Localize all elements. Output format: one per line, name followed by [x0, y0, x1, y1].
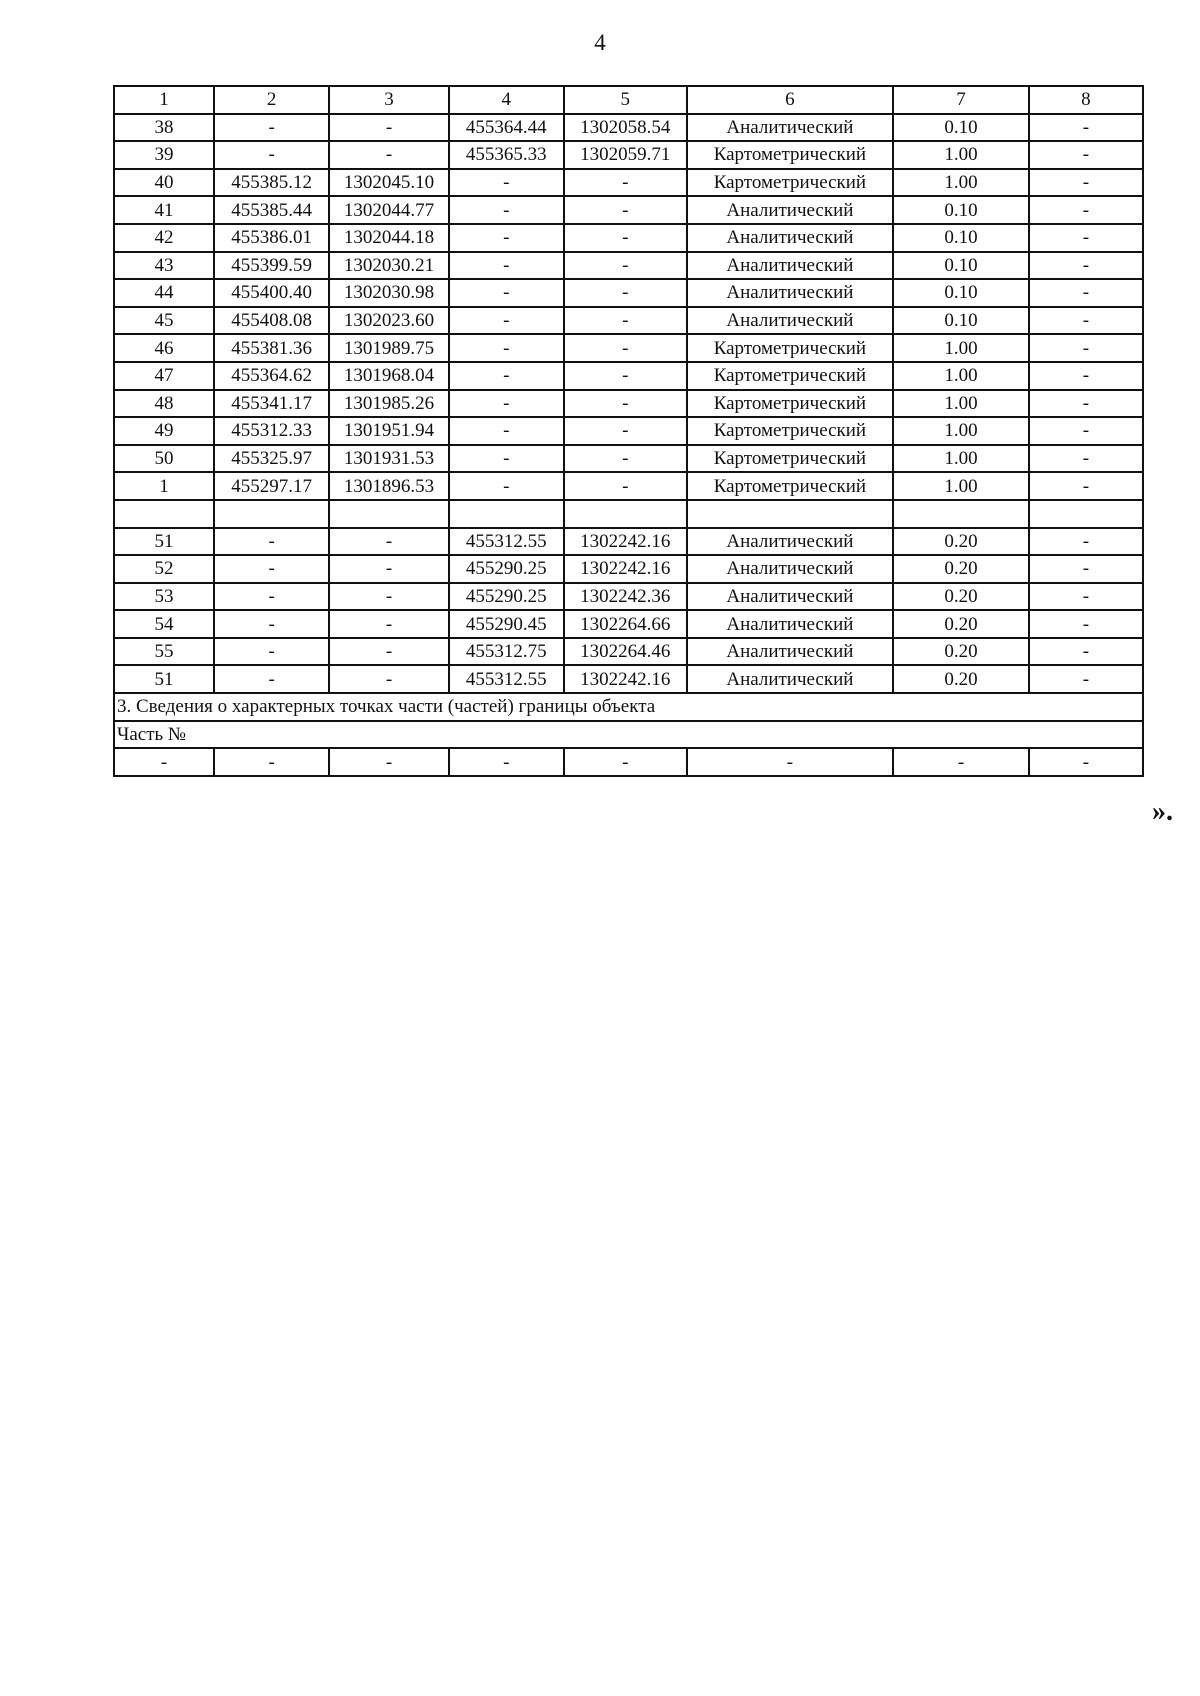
table-cell: - [564, 196, 687, 224]
table-cell: 0.20 [893, 528, 1029, 556]
table-cell: - [214, 114, 329, 142]
table-cell: 5 [564, 86, 687, 114]
table-cell: 1302023.60 [329, 307, 448, 335]
table-cell: Аналитический [687, 196, 894, 224]
table-cell: - [214, 583, 329, 611]
table-row [114, 307, 1143, 335]
table-cell: 0.10 [893, 114, 1029, 142]
table-cell [214, 500, 329, 528]
table-cell [687, 500, 894, 528]
table-cell [893, 500, 1029, 528]
table-cell: 455408.08 [214, 307, 329, 335]
table-cell: 38 [114, 114, 214, 142]
table-cell: - [1029, 390, 1143, 418]
section-title: 3. Сведения о характерных точках части (частей) границы объекта [114, 693, 1143, 721]
table-cell: 0.20 [893, 555, 1029, 583]
table-cell: 1301896.53 [329, 472, 448, 500]
table-cell: 1.00 [893, 445, 1029, 473]
table-cell: - [329, 638, 448, 666]
table-row [114, 555, 1143, 583]
table-cell: 455312.55 [449, 665, 564, 693]
table-cell: 1301985.26 [329, 390, 448, 418]
table-cell: - [564, 334, 687, 362]
table-cell: Картометрический [687, 141, 894, 169]
table-cell: - [564, 307, 687, 335]
table-cell: 45 [114, 307, 214, 335]
table-cell: - [449, 362, 564, 390]
table-cell: Аналитический [687, 583, 894, 611]
table-cell: 1302264.46 [564, 638, 687, 666]
table-cell: - [1029, 169, 1143, 197]
table-cell: Картометрический [687, 417, 894, 445]
table-cell: - [449, 472, 564, 500]
table-cell: 47 [114, 362, 214, 390]
table-cell: 2 [214, 86, 329, 114]
table-row [114, 390, 1143, 418]
table-cell: 1302030.21 [329, 252, 448, 280]
table-cell: 1.00 [893, 390, 1029, 418]
table-cell: 1.00 [893, 417, 1029, 445]
table-cell: Аналитический [687, 528, 894, 556]
table-cell: Аналитический [687, 279, 894, 307]
table-cell: - [449, 224, 564, 252]
table-cell: 1302242.36 [564, 583, 687, 611]
table-cell: 455365.33 [449, 141, 564, 169]
table-row [114, 528, 1143, 556]
table-cell: - [1029, 279, 1143, 307]
table-cell: - [329, 665, 448, 693]
table-cell: 1302264.66 [564, 610, 687, 638]
table-cell: 0.10 [893, 224, 1029, 252]
table-cell: 0.20 [893, 610, 1029, 638]
table-cell: Аналитический [687, 307, 894, 335]
table-cell: 1302242.16 [564, 555, 687, 583]
table-cell: - [449, 252, 564, 280]
table-cell: - [214, 748, 329, 776]
table-cell: 0.20 [893, 583, 1029, 611]
table-cell: - [449, 445, 564, 473]
table-cell: - [1029, 252, 1143, 280]
table-cell: - [564, 748, 687, 776]
table-cell: - [214, 665, 329, 693]
table-row [114, 472, 1143, 500]
table-cell: 42 [114, 224, 214, 252]
table-cell: - [1029, 665, 1143, 693]
table-cell: - [1029, 417, 1143, 445]
table-cell: 55 [114, 638, 214, 666]
table-cell: - [564, 224, 687, 252]
table-cell: 1.00 [893, 362, 1029, 390]
table-cell: 1.00 [893, 334, 1029, 362]
table-cell: - [1029, 307, 1143, 335]
table-cell: - [214, 638, 329, 666]
table-cell: - [449, 169, 564, 197]
table-cell: - [1029, 362, 1143, 390]
table-row [114, 334, 1143, 362]
table-cell: - [564, 472, 687, 500]
table-cell: 40 [114, 169, 214, 197]
table-cell: 48 [114, 390, 214, 418]
table-cell: 8 [1029, 86, 1143, 114]
table-cell: - [449, 307, 564, 335]
table-cell: Картометрический [687, 445, 894, 473]
table-cell: - [329, 748, 448, 776]
table-cell: - [1029, 555, 1143, 583]
table-cell: - [329, 114, 448, 142]
table-row [114, 748, 1143, 776]
table-cell: 0.10 [893, 279, 1029, 307]
table-cell: 49 [114, 417, 214, 445]
table-cell: Картометрический [687, 390, 894, 418]
table-cell: 41 [114, 196, 214, 224]
table-row [114, 500, 1143, 528]
table-cell: - [449, 390, 564, 418]
table-cell: 0.10 [893, 252, 1029, 280]
table-row [114, 665, 1143, 693]
table-cell: 6 [687, 86, 894, 114]
table-cell: 455312.55 [449, 528, 564, 556]
table-cell: 1302044.77 [329, 196, 448, 224]
table-cell: 455385.12 [214, 169, 329, 197]
table-cell [329, 500, 448, 528]
table-cell: Картометрический [687, 169, 894, 197]
table-cell: - [564, 252, 687, 280]
table-cell: - [1029, 610, 1143, 638]
table-row [114, 362, 1143, 390]
table-cell: 4 [449, 86, 564, 114]
table-cell: 0.10 [893, 196, 1029, 224]
table-row [114, 583, 1143, 611]
table-cell: - [449, 279, 564, 307]
table-row [114, 224, 1143, 252]
section-title-row [114, 693, 1143, 721]
table-cell: 455325.97 [214, 445, 329, 473]
table-cell: - [687, 748, 894, 776]
table-cell: Аналитический [687, 114, 894, 142]
table-row [114, 417, 1143, 445]
table-cell: 1301931.53 [329, 445, 448, 473]
table-cell: 455385.44 [214, 196, 329, 224]
table-header-row [114, 86, 1143, 114]
table-cell: 43 [114, 252, 214, 280]
table-cell: - [1029, 196, 1143, 224]
table-cell: - [1029, 583, 1143, 611]
table-row [114, 114, 1143, 142]
table-cell: Аналитический [687, 224, 894, 252]
table-body [114, 86, 1143, 776]
table-cell: 46 [114, 334, 214, 362]
table-cell: 53 [114, 583, 214, 611]
table-row [114, 638, 1143, 666]
table-cell: - [564, 445, 687, 473]
coordinates-table-container [113, 85, 1144, 777]
table-cell: - [214, 528, 329, 556]
table-cell: 455290.45 [449, 610, 564, 638]
table-cell: 455297.17 [214, 472, 329, 500]
table-cell: 52 [114, 555, 214, 583]
table-cell: 455290.25 [449, 583, 564, 611]
table-cell: 50 [114, 445, 214, 473]
table-cell: 1301989.75 [329, 334, 448, 362]
table-cell: - [449, 196, 564, 224]
table-cell: - [329, 583, 448, 611]
table-cell: Аналитический [687, 610, 894, 638]
table-cell: 455290.25 [449, 555, 564, 583]
table-cell: - [449, 417, 564, 445]
table-cell: Аналитический [687, 555, 894, 583]
table-cell: 1302045.10 [329, 169, 448, 197]
table-cell: 1 [114, 86, 214, 114]
table-cell: - [564, 390, 687, 418]
table-cell: - [1029, 748, 1143, 776]
table-cell: 1302242.16 [564, 665, 687, 693]
table-cell: 0.20 [893, 638, 1029, 666]
table-row [114, 196, 1143, 224]
table-cell [1029, 500, 1143, 528]
table-cell: 455399.59 [214, 252, 329, 280]
table-cell: 455381.36 [214, 334, 329, 362]
table-cell: - [1029, 528, 1143, 556]
table-cell: - [449, 334, 564, 362]
table-cell [449, 500, 564, 528]
table-cell: - [329, 528, 448, 556]
table-cell: 0.10 [893, 307, 1029, 335]
table-cell: - [564, 362, 687, 390]
table-cell: - [329, 555, 448, 583]
table-cell: 455364.44 [449, 114, 564, 142]
table-cell: 455341.17 [214, 390, 329, 418]
table-cell: Аналитический [687, 665, 894, 693]
page-number: 4 [594, 30, 606, 55]
table-row [114, 610, 1143, 638]
part-label-row [114, 721, 1143, 749]
table-cell: 455312.33 [214, 417, 329, 445]
table-cell: Картометрический [687, 472, 894, 500]
closing-quote: ». [1152, 796, 1173, 827]
table-cell: 1.00 [893, 141, 1029, 169]
part-label: Часть № [114, 721, 1143, 749]
table-cell: - [564, 417, 687, 445]
table-cell [114, 500, 214, 528]
table-cell: 7 [893, 86, 1029, 114]
table-cell: - [1029, 638, 1143, 666]
table-cell: - [1029, 472, 1143, 500]
table-cell: - [214, 610, 329, 638]
table-cell: 1.00 [893, 169, 1029, 197]
table-cell [564, 500, 687, 528]
table-cell: 3 [329, 86, 448, 114]
table-cell: - [214, 141, 329, 169]
table-cell: Картометрический [687, 334, 894, 362]
table-cell: 0.20 [893, 665, 1029, 693]
table-cell: 1302058.54 [564, 114, 687, 142]
table-cell: Аналитический [687, 252, 894, 280]
table-cell: - [893, 748, 1029, 776]
table-cell: 455312.75 [449, 638, 564, 666]
table-row [114, 279, 1143, 307]
table-cell: - [1029, 141, 1143, 169]
table-cell: - [564, 279, 687, 307]
table-cell: - [214, 555, 329, 583]
coordinates-table [113, 85, 1144, 777]
table-row [114, 169, 1143, 197]
table-cell: 1301968.04 [329, 362, 448, 390]
table-cell: - [449, 748, 564, 776]
table-cell: 455386.01 [214, 224, 329, 252]
table-cell: 455364.62 [214, 362, 329, 390]
table-cell: Картометрический [687, 362, 894, 390]
table-cell: - [1029, 224, 1143, 252]
table-cell: - [564, 169, 687, 197]
table-cell: - [1029, 334, 1143, 362]
table-row [114, 445, 1143, 473]
table-cell: 455400.40 [214, 279, 329, 307]
table-cell: 1302030.98 [329, 279, 448, 307]
table-cell: 1302242.16 [564, 528, 687, 556]
table-cell: 51 [114, 665, 214, 693]
table-cell: 1302044.18 [329, 224, 448, 252]
table-cell: 1301951.94 [329, 417, 448, 445]
table-cell: 1302059.71 [564, 141, 687, 169]
table-cell: 44 [114, 279, 214, 307]
table-cell: - [329, 141, 448, 169]
table-cell: 1 [114, 472, 214, 500]
table-cell: 39 [114, 141, 214, 169]
table-row [114, 141, 1143, 169]
table-row [114, 252, 1143, 280]
table-cell: - [1029, 445, 1143, 473]
table-cell: - [114, 748, 214, 776]
table-cell: 51 [114, 528, 214, 556]
table-cell: - [329, 610, 448, 638]
table-cell: Аналитический [687, 638, 894, 666]
table-cell: 54 [114, 610, 214, 638]
table-cell: 1.00 [893, 472, 1029, 500]
table-cell: - [1029, 114, 1143, 142]
